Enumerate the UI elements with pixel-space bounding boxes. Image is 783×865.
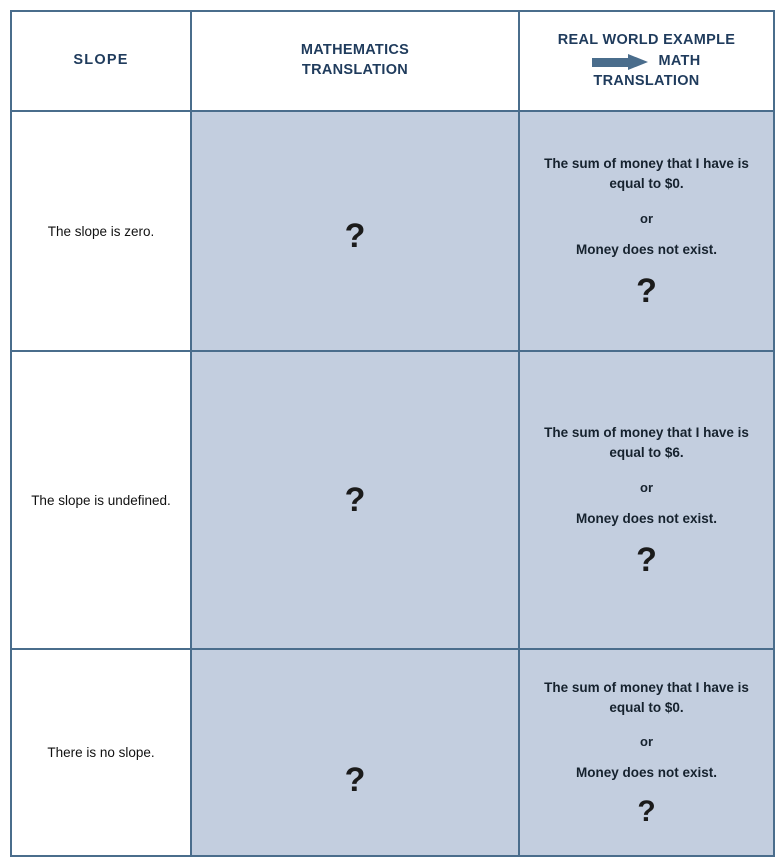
cell-math-translation[interactable] bbox=[191, 649, 519, 856]
real-world-alternate: Money does not exist. bbox=[575, 510, 718, 526]
column-header-math-line2: TRANSLATION bbox=[301, 62, 409, 78]
cell-math-translation[interactable] bbox=[191, 351, 519, 649]
question-mark-glyph: ? bbox=[344, 761, 366, 799]
column-header-mathematics-translation bbox=[191, 11, 519, 111]
real-world-sentence: The sum of money that I have is equal to $0. bbox=[544, 679, 749, 715]
math-answer-blank[interactable] bbox=[202, 118, 508, 344]
cell-slope-statement: There is no slope. bbox=[11, 649, 191, 856]
table-body bbox=[11, 111, 774, 856]
real-world-block bbox=[530, 678, 763, 828]
cell-real-world-example bbox=[519, 351, 774, 649]
real-world-alternate: Money does not exist. bbox=[575, 765, 718, 781]
table-row bbox=[11, 111, 774, 351]
column-header-real-line3: TRANSLATION bbox=[593, 72, 700, 89]
column-header-slope: SLOPE bbox=[11, 11, 191, 111]
cell-math-translation[interactable] bbox=[191, 111, 519, 351]
table-header-row bbox=[11, 11, 774, 111]
column-header-math-line1: MATHEMATICS bbox=[300, 42, 410, 59]
slope-translation-table bbox=[10, 10, 775, 857]
question-mark-glyph: ? bbox=[637, 795, 656, 829]
real-world-block bbox=[530, 154, 763, 308]
real-world-or: or bbox=[640, 479, 653, 495]
column-header-real-world-example bbox=[519, 11, 774, 111]
right-arrow-icon bbox=[592, 54, 650, 70]
table-header bbox=[11, 11, 774, 111]
question-mark-glyph: ? bbox=[344, 217, 366, 255]
cell-real-world-example bbox=[519, 649, 774, 856]
cell-slope-statement: The slope is zero. bbox=[11, 111, 191, 351]
column-header-arrow-row bbox=[530, 54, 763, 70]
column-header-real-line1: REAL WORLD EXAMPLE bbox=[557, 31, 736, 48]
real-world-or: or bbox=[640, 210, 653, 226]
real-world-alternate: Money does not exist. bbox=[575, 241, 718, 257]
real-world-block bbox=[530, 423, 763, 577]
real-world-or: or bbox=[640, 734, 653, 750]
cell-real-world-example bbox=[519, 111, 774, 351]
math-answer-blank[interactable] bbox=[202, 656, 508, 849]
question-mark-glyph: ? bbox=[636, 271, 657, 310]
question-mark-glyph: ? bbox=[636, 540, 657, 579]
cell-slope-statement: The slope is undefined. bbox=[11, 351, 191, 649]
real-world-sentence: The sum of money that I have is equal to $6. bbox=[544, 425, 749, 461]
table-row bbox=[11, 649, 774, 856]
table-row bbox=[11, 351, 774, 649]
column-header-arrow-label: MATH bbox=[658, 53, 701, 70]
math-answer-blank[interactable] bbox=[202, 358, 508, 642]
question-mark-glyph: ? bbox=[344, 481, 366, 519]
real-world-sentence: The sum of money that I have is equal to $0. bbox=[544, 156, 749, 192]
